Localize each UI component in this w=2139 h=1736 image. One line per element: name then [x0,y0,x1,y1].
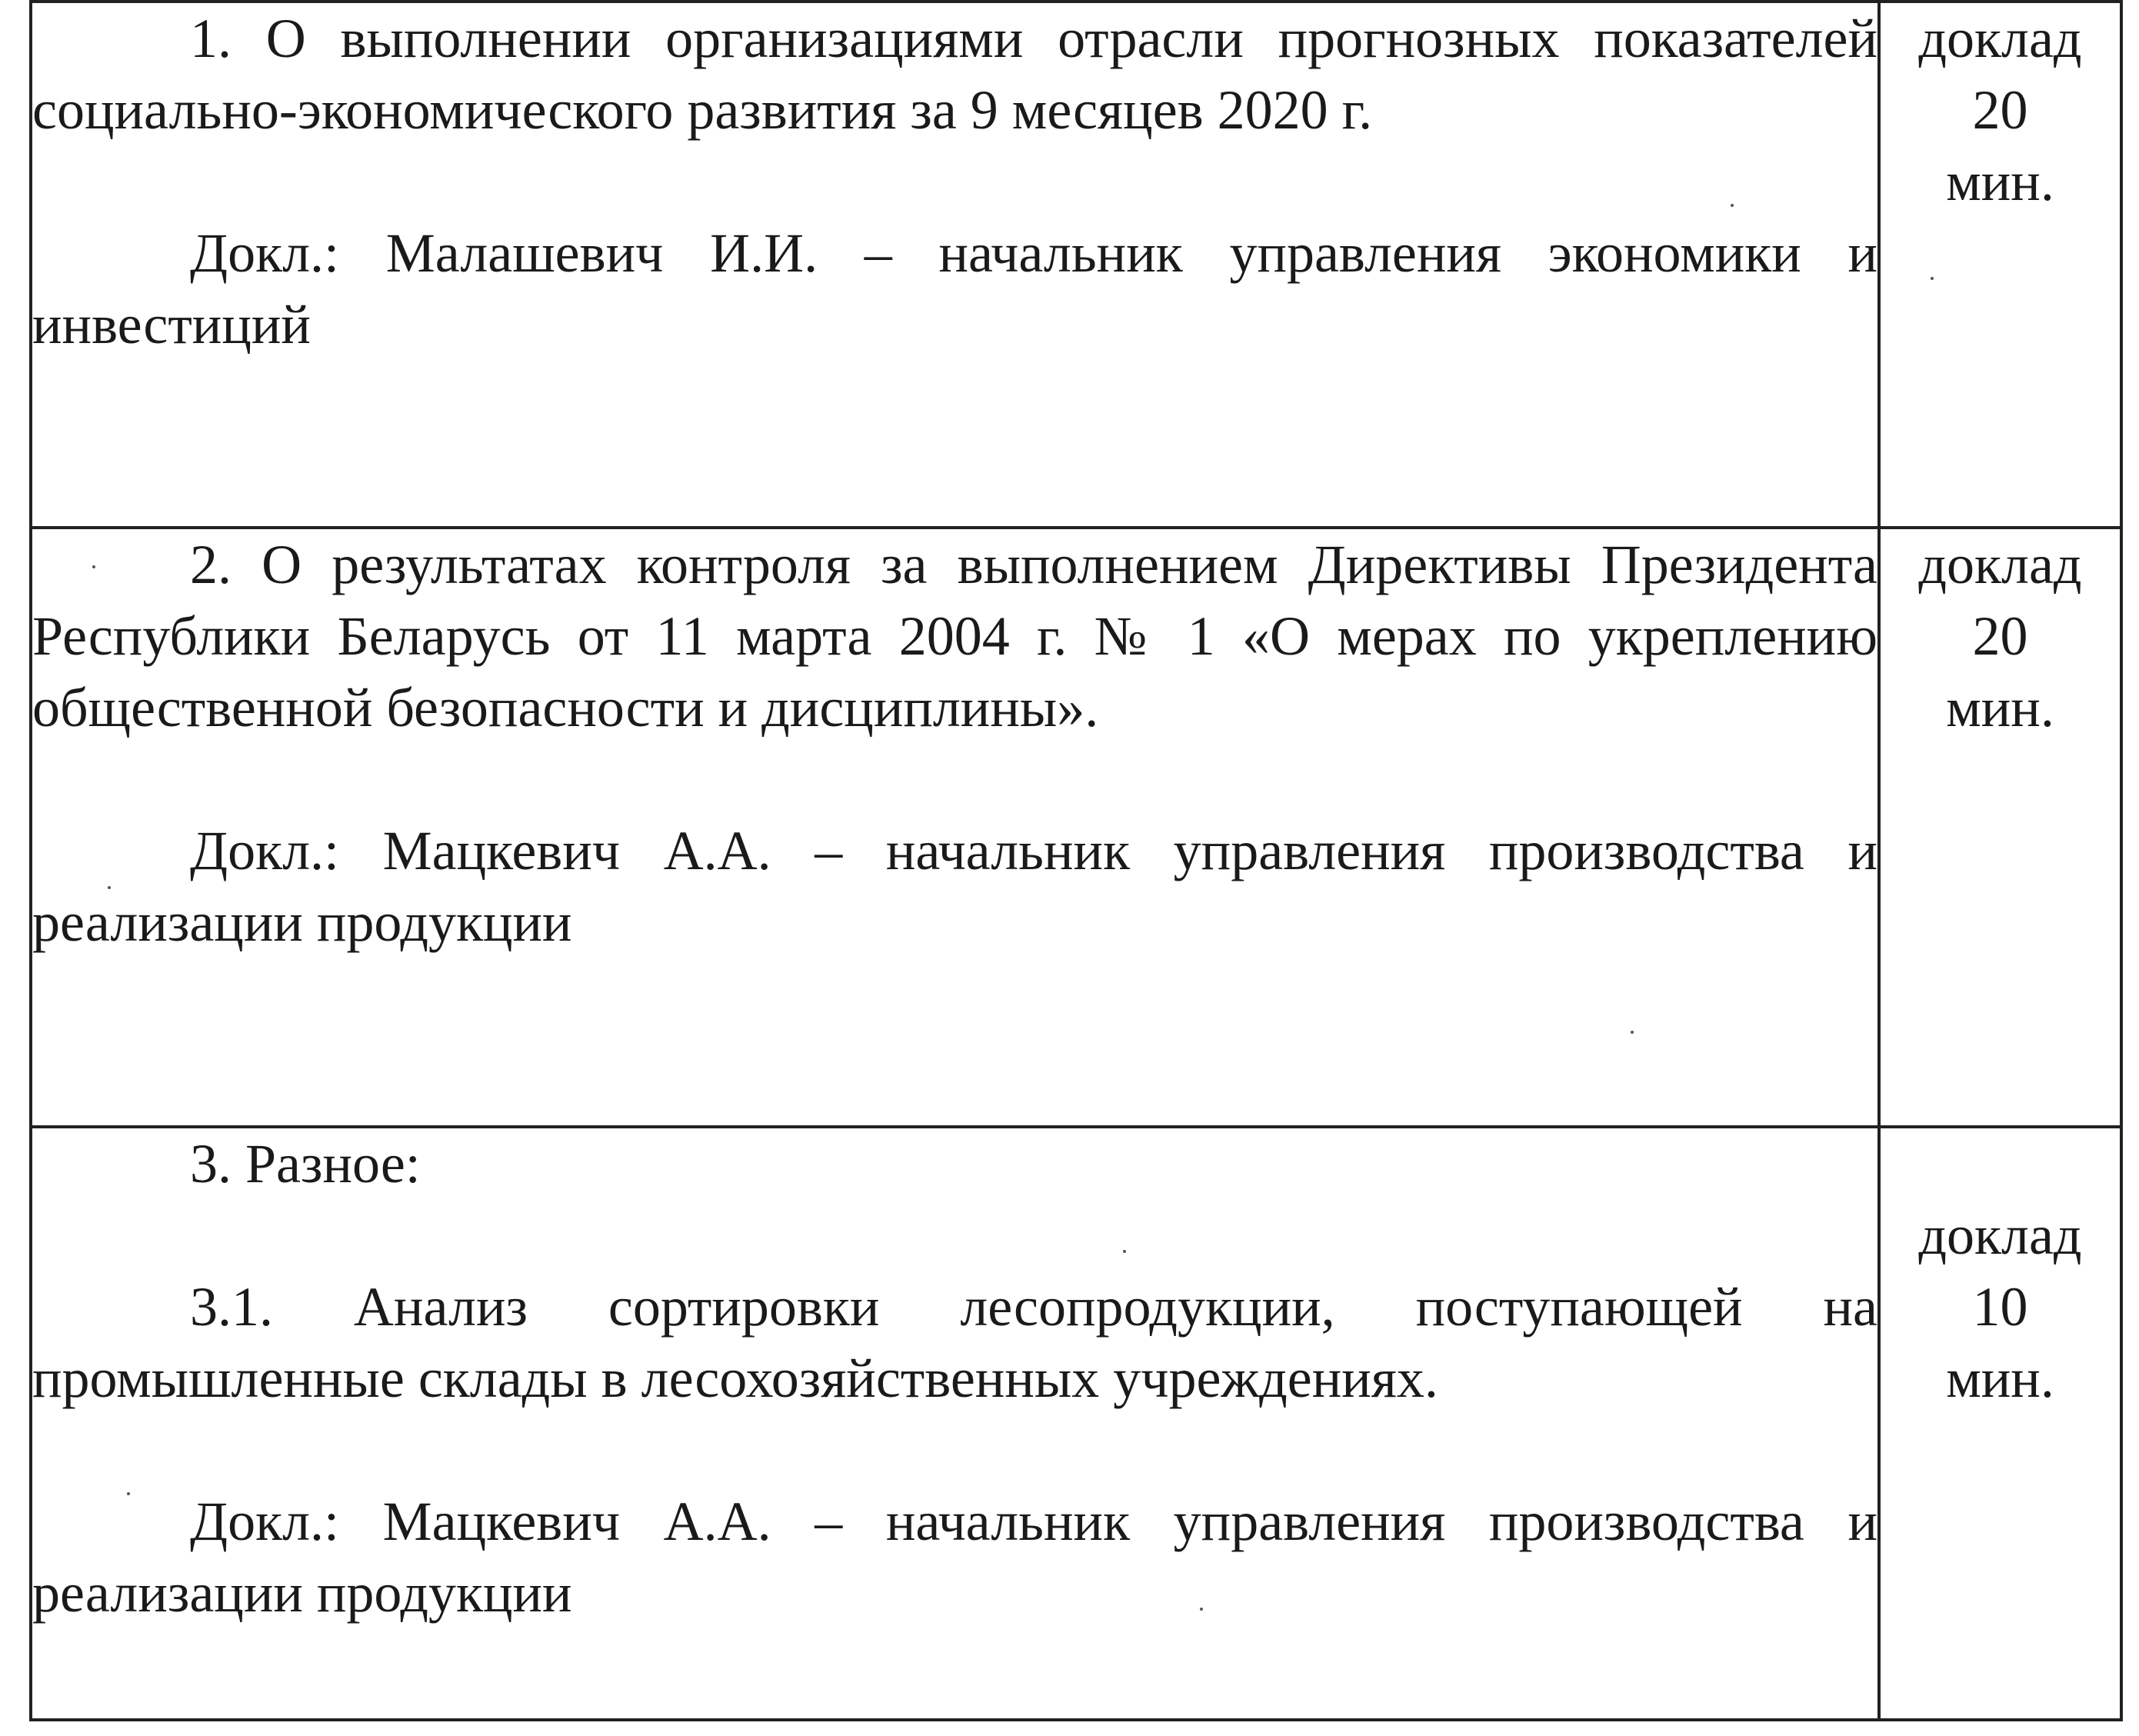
scan-speck [1731,204,1734,207]
agenda-row-3 [31,1127,2121,1720]
agenda-item-1-type-label: доклад [1918,8,2082,69]
scan-speck [1631,1031,1634,1034]
agenda-item-2-duration-value: 20 [1972,605,2028,667]
scan-speck [127,1492,130,1495]
agenda-item-2-title: 2. О результатах контроля за выполнением Директивы Президента Республики Беларусь от 11 марта 2004 г. № 1 «О мерах по укреплению общественной безопасности и дисциплины». [32,534,1877,738]
agenda-item-1-title: 1. О выполнении организациями отрасли прогнозных показателей социально-экономического развития за 9 месяцев 2020 г. [32,8,1877,141]
agenda-item-2-type-label: доклад [1918,534,2082,595]
agenda-item-3-duration [1879,1127,2121,1720]
agenda-item-2-duration-unit: мин. [1946,677,2054,738]
agenda-item-2-duration [1879,528,2121,1127]
scan-speck [1200,1608,1203,1611]
agenda-item-1-duration [1879,2,2121,528]
scan-speck [1123,1250,1126,1253]
agenda-item-3-content [31,1127,1879,1720]
agenda-item-1-content [31,2,1879,528]
scan-speck [108,886,111,889]
agenda-item-3-type-label: доклад [1918,1205,2082,1266]
scan-speck [92,565,95,568]
agenda-item-3-speaker: Докл.: Мацкевич А.А. – начальник управления производства и реализации продукции [32,1491,1877,1624]
agenda-row-1 [31,2,2121,528]
agenda-item-2-content [31,528,1879,1127]
agenda-item-1-speaker: Докл.: Малашевич И.И. – начальник управления экономики и инвестиций [32,222,1877,355]
agenda-item-3-duration-value: 10 [1972,1276,2028,1338]
agenda-item-3-title: 3. Разное: [190,1133,421,1195]
agenda-table [29,0,2123,1721]
agenda-item-1-duration-value: 20 [1972,79,2028,141]
agenda-item-2-speaker: Докл.: Мацкевич А.А. – начальник управления производства и реализации продукции [32,820,1877,953]
agenda-item-3-duration-unit: мин. [1946,1348,2054,1409]
agenda-item-1-duration-unit: мин. [1946,151,2054,212]
agenda-row-2 [31,528,2121,1127]
agenda-item-3-subtitle: 3.1. Анализ сортировки лесопродукции, поступающей на промышленные склады в лесохозяйственных учреждениях. [32,1276,1877,1409]
scan-speck [1931,277,1934,280]
